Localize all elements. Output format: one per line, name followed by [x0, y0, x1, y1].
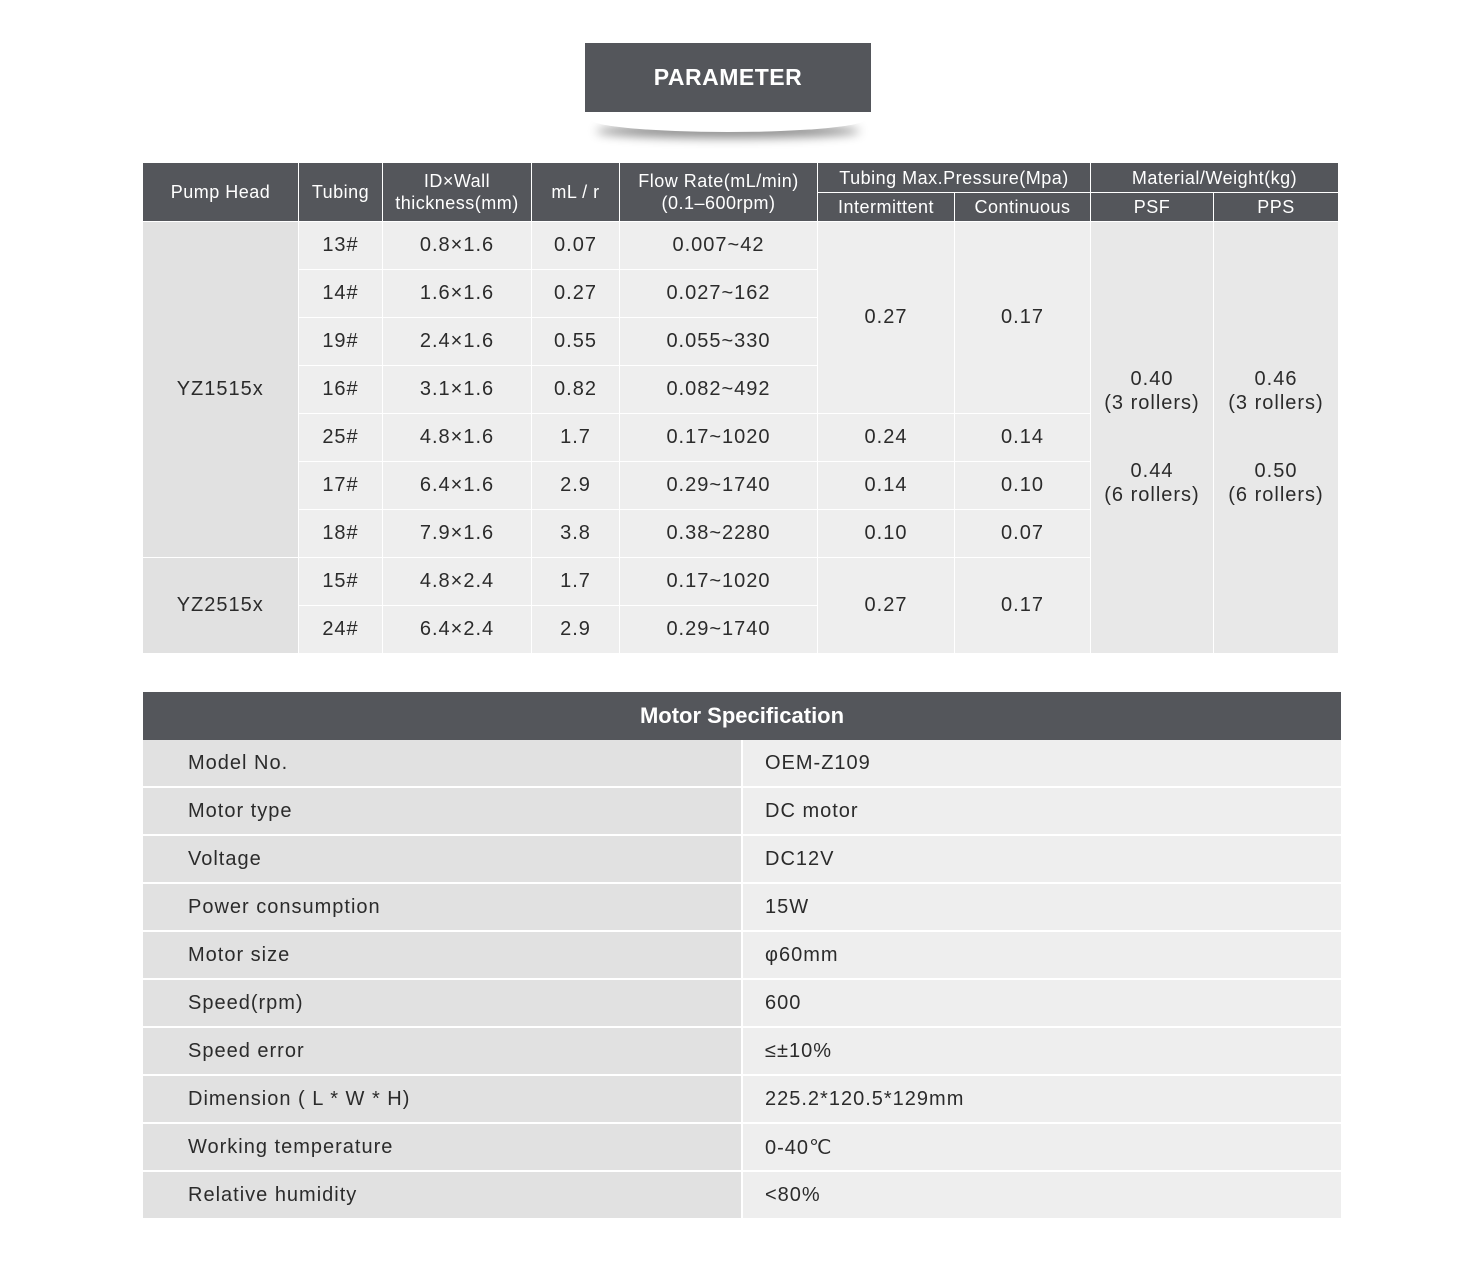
- continuous-cell: 0.17: [955, 222, 1091, 414]
- spec-label: Relative humidity: [143, 1171, 742, 1219]
- table-row: [143, 740, 1341, 787]
- ml-r-cell: 1.7: [532, 414, 620, 462]
- banner-title: PARAMETER: [653, 64, 803, 90]
- psf-3-note: (3 rollers): [1104, 392, 1200, 415]
- spec-label: Motor size: [143, 931, 742, 979]
- id-wall-cell: 4.8×2.4: [383, 558, 532, 606]
- tubing-cell: 13#: [299, 222, 383, 270]
- ml-r-cell: 0.27: [532, 270, 620, 318]
- id-wall-cell: 6.4×1.6: [383, 462, 532, 510]
- spec-label: Speed(rpm): [143, 979, 742, 1027]
- table-row: [143, 979, 1341, 1027]
- spec-label: Power consumption: [143, 883, 742, 931]
- intermittent-cell: 0.27: [818, 222, 955, 414]
- pps-6-note: (6 rollers): [1228, 484, 1324, 507]
- spec-value: ≤±10%: [742, 1027, 1341, 1075]
- table-row: [143, 1171, 1341, 1219]
- id-wall-cell: 6.4×2.4: [383, 606, 532, 654]
- continuous-cell: 0.14: [955, 414, 1091, 462]
- tubing-cell: 18#: [299, 510, 383, 558]
- flow-cell: 0.082~492: [620, 366, 818, 414]
- ml-r-cell: 2.9: [532, 606, 620, 654]
- ml-r-cell: 3.8: [532, 510, 620, 558]
- spec-value: 225.2*120.5*129mm: [742, 1075, 1341, 1123]
- header-tubing: Tubing: [299, 163, 383, 222]
- header-pps: PPS: [1214, 193, 1339, 222]
- pump-head-yz1515x: YZ1515x: [143, 222, 299, 558]
- flow-cell: 0.38~2280: [620, 510, 818, 558]
- psf-weight-cell: [1091, 222, 1214, 654]
- spec-value: 15W: [742, 883, 1341, 931]
- spec-label: Motor type: [143, 787, 742, 835]
- psf-6-note: (6 rollers): [1104, 484, 1200, 507]
- flow-cell: 0.055~330: [620, 318, 818, 366]
- spec-value: 600: [742, 979, 1341, 1027]
- table-row: [143, 1027, 1341, 1075]
- tubing-cell: 19#: [299, 318, 383, 366]
- flow-cell: 0.29~1740: [620, 462, 818, 510]
- intermittent-cell: 0.24: [818, 414, 955, 462]
- spec-label: Dimension ( L * W * H): [143, 1075, 742, 1123]
- spec-value: OEM-Z109: [742, 740, 1341, 787]
- tubing-cell: 14#: [299, 270, 383, 318]
- header-flow-line2: (0.1–600rpm): [661, 193, 776, 213]
- motor-spec-table: [143, 692, 1341, 1220]
- pps-weight-cell: [1214, 222, 1339, 654]
- header-intermittent: Intermittent: [818, 193, 955, 222]
- intermittent-cell: 0.27: [818, 558, 955, 654]
- spec-value: 0-40℃: [742, 1123, 1341, 1171]
- ml-r-cell: 0.82: [532, 366, 620, 414]
- table-row: [143, 1075, 1341, 1123]
- pps-6-value: 0.50: [1254, 460, 1298, 483]
- table-row: [143, 787, 1341, 835]
- flow-cell: 0.17~1020: [620, 414, 818, 462]
- header-id-wall: [383, 163, 532, 222]
- tubing-cell: 17#: [299, 462, 383, 510]
- spec-value: <80%: [742, 1171, 1341, 1219]
- spec-label: Speed error: [143, 1027, 742, 1075]
- id-wall-cell: 2.4×1.6: [383, 318, 532, 366]
- flow-cell: 0.027~162: [620, 270, 818, 318]
- pps-3-note: (3 rollers): [1228, 392, 1324, 415]
- spec-label: Working temperature: [143, 1123, 742, 1171]
- intermittent-cell: 0.14: [818, 462, 955, 510]
- intermittent-cell: 0.10: [818, 510, 955, 558]
- header-continuous: Continuous: [955, 193, 1091, 222]
- header-ml-r: mL / r: [532, 163, 620, 222]
- psf-3-value: 0.40: [1130, 368, 1174, 391]
- flow-cell: 0.29~1740: [620, 606, 818, 654]
- tubing-cell: 15#: [299, 558, 383, 606]
- spec-value: DC motor: [742, 787, 1341, 835]
- tubing-cell: 24#: [299, 606, 383, 654]
- tubing-cell: 16#: [299, 366, 383, 414]
- ml-r-cell: 0.55: [532, 318, 620, 366]
- header-material: Material/Weight(kg): [1091, 163, 1339, 193]
- ml-r-cell: 0.07: [532, 222, 620, 270]
- spec-label: Model No.: [143, 740, 742, 787]
- header-flow-rate: [620, 163, 818, 222]
- pump-head-yz2515x: YZ2515x: [143, 558, 299, 654]
- id-wall-cell: 7.9×1.6: [383, 510, 532, 558]
- parameter-banner: [585, 43, 871, 112]
- ml-r-cell: 2.9: [532, 462, 620, 510]
- header-flow-line1: Flow Rate(mL/min): [638, 171, 799, 191]
- spec-value: φ60mm: [742, 931, 1341, 979]
- header-psf: PSF: [1091, 193, 1214, 222]
- spec-label: Voltage: [143, 835, 742, 883]
- parameter-table: [142, 162, 1339, 654]
- ml-r-cell: 1.7: [532, 558, 620, 606]
- continuous-cell: 0.17: [955, 558, 1091, 654]
- header-id-wall-line2: thickness(mm): [395, 193, 519, 213]
- id-wall-cell: 3.1×1.6: [383, 366, 532, 414]
- psf-6-value: 0.44: [1130, 460, 1174, 483]
- id-wall-cell: 4.8×1.6: [383, 414, 532, 462]
- continuous-cell: 0.07: [955, 510, 1091, 558]
- header-id-wall-line1: ID×Wall: [423, 171, 491, 191]
- table-row: [143, 883, 1341, 931]
- table-row: [143, 1123, 1341, 1171]
- continuous-cell: 0.10: [955, 462, 1091, 510]
- table-row: [143, 835, 1341, 883]
- header-pressure: Tubing Max.Pressure(Mpa): [818, 163, 1091, 193]
- tubing-cell: 25#: [299, 414, 383, 462]
- table-row: [143, 931, 1341, 979]
- flow-cell: 0.007~42: [620, 222, 818, 270]
- header-pump-head: Pump Head: [143, 163, 299, 222]
- pps-3-value: 0.46: [1254, 368, 1298, 391]
- id-wall-cell: 0.8×1.6: [383, 222, 532, 270]
- table-row: [143, 222, 1339, 270]
- id-wall-cell: 1.6×1.6: [383, 270, 532, 318]
- motor-spec-title: Motor Specification: [143, 692, 1341, 740]
- spec-value: DC12V: [742, 835, 1341, 883]
- flow-cell: 0.17~1020: [620, 558, 818, 606]
